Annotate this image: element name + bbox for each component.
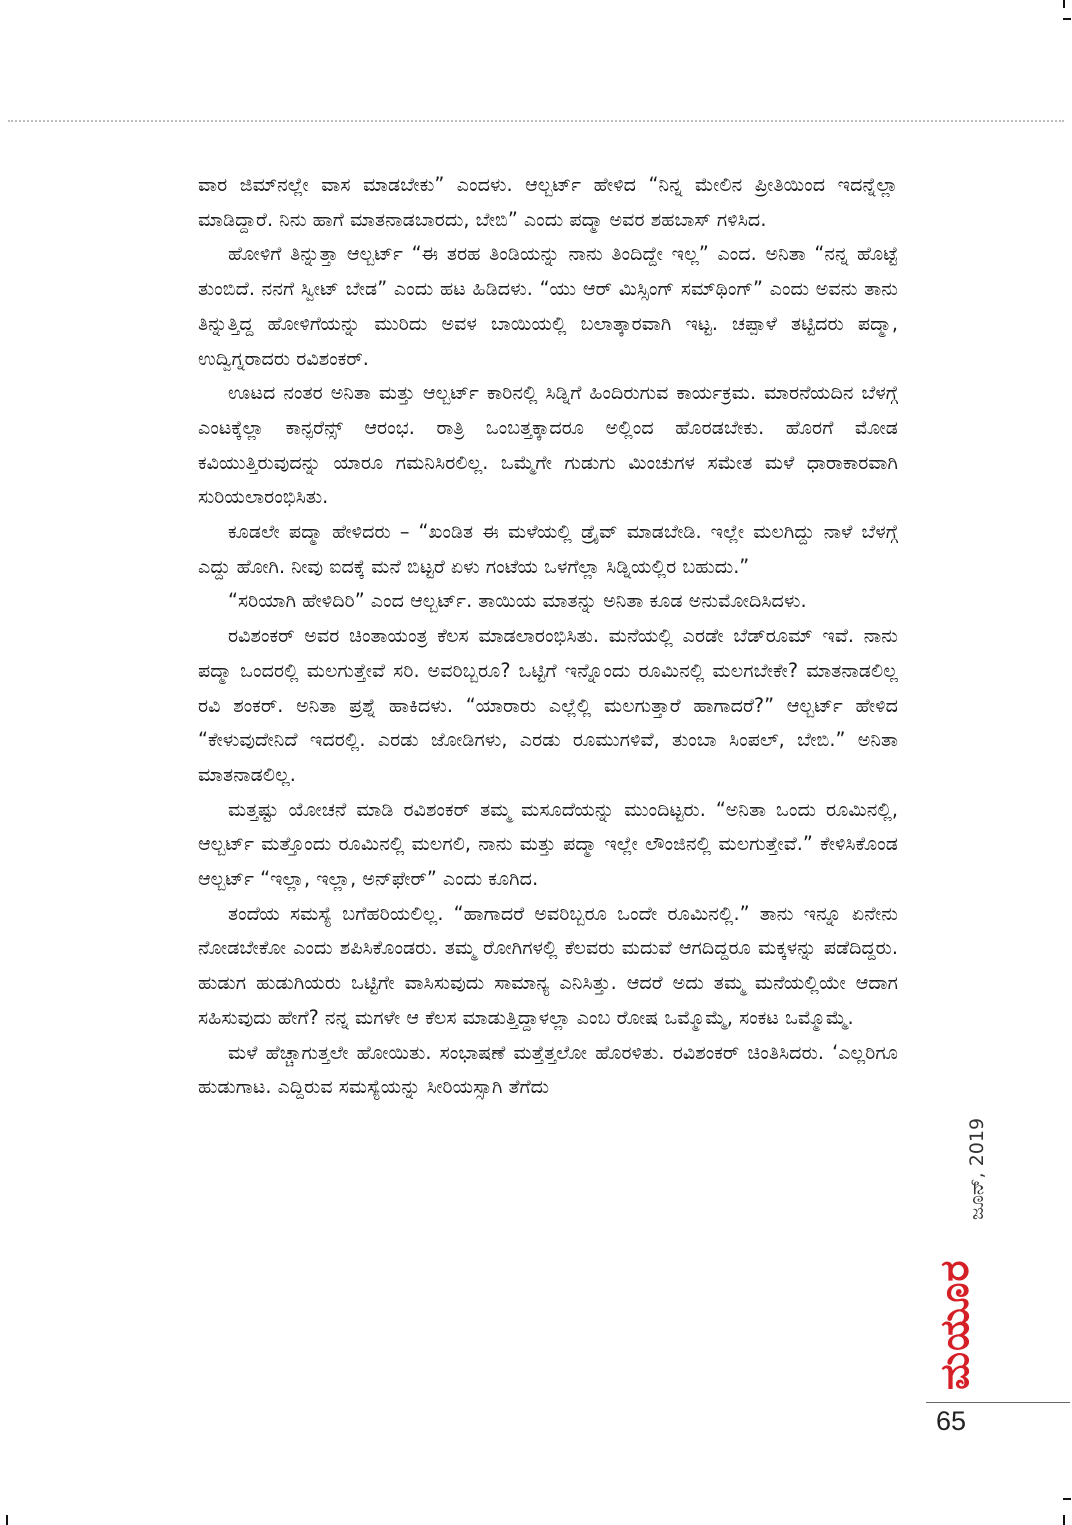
article-paragraph: ಹೋಳಿಗೆ ತಿನ್ನುತ್ತಾ ಆಲ್ಬರ್ಟ್ “ಈ ತರಹ ತಿಂಡಿಯನ್ನು ನಾನು ತಿಂದಿದ್ದೇ ಇಲ್ಲ” ಎಂದ. ಅನಿತಾ “ನನ್ನ ಹೊಟ್ಟೆ ತುಂಬಿದೆ. ನನಗೆ ಸ್ವೀಟ್ ಬೇಡ” ಎಂದು ಹಟ ಹಿಡಿದಳು. “ಯು ಆರ್ ಮಿಸ್ಸಿಂಗ್ ಸಮ್‌ಥಿಂಗ್” ಎಂದು ಅವನು ತಾನು ತಿನ್ನುತ್ತಿದ್ದ ಹೋಳಿಗೆಯನ್ನು ಮುರಿದು ಅವಳ ಬಾಯಿಯಲ್ಲಿ ಬಲಾತ್ಕಾರವಾಗಿ ಇಟ್ಟ. ಚಪ್ಪಾಳೆ ತಟ್ಟಿದರು ಪದ್ಮಾ, ಉದ್ವಿಗ್ನರಾದರು ರವಿಶಂಕರ್. <box>198 242 898 370</box>
page-number-rule <box>926 1402 1070 1403</box>
crop-mark-bottom-right <box>1063 1515 1065 1525</box>
magazine-side-label <box>906 1090 1026 1420</box>
crop-mark-bottom-left <box>6 1515 8 1525</box>
article-paragraph: ಮತ್ತಷ್ಟು ಯೋಚನೆ ಮಾಡಿ ರವಿಶಂಕರ್ ತಮ್ಮ ಮಸೂದೆಯನ್ನು ಮುಂದಿಟ್ಟರು. “ಅನಿತಾ ಒಂದು ರೂಮಿನಲ್ಲಿ, ಆಲ್ಬರ್ಟ್ ಮತ್ತೊಂದು ರೂಮಿನಲ್ಲಿ ಮಲಗಲಿ, ನಾನು ಮತ್ತು ಪದ್ಮಾ ಇಲ್ಲೇ ಲೌಂಜಿನಲ್ಲಿ ಮಲಗುತ್ತೇವೆ.” ಕೇಳಿಸಿಕೊಂಡ ಆಲ್ಬರ್ಟ್ “ಇಲ್ಲಾ, ಇಲ್ಲಾ, ಅನ್‌ಫೇರ್” ಎಂದು ಕೂಗಿದ. <box>198 797 898 891</box>
magazine-name-logo: ಮಯೂರ <box>932 1259 978 1390</box>
article-paragraph: ರವಿಶಂಕರ್ ಅವರ ಚಿಂತಾಯಂತ್ರ ಕೆಲಸ ಮಾಡಲಾರಂಭಿಸಿತು. ಮನೆಯಲ್ಲಿ ಎರಡೇ ಬೆಡ್‌ರೂಮ್ ಇವೆ. ನಾನು ಪದ್ಮಾ ಒಂದರಲ್ಲಿ ಮಲಗುತ್ತೇವೆ ಸರಿ. ಅವರಿಬ್ಬರೂ? ಒಟ್ಟಿಗೆ ಇನ್ನೊಂದು ರೂಮಿನಲ್ಲಿ ಮಲಗಬೇಕೇ? ಮಾತನಾಡಲಿಲ್ಲ ರವಿ ಶಂಕರ್. ಅನಿತಾ ಪ್ರಶ್ನೆ ಹಾಕಿದಳು. “ಯಾರಾರು ಎಲ್ಲೆಲ್ಲಿ ಮಲಗುತ್ತಾರೆ ಹಾಗಾದರೆ?” ಆಲ್ಬರ್ಟ್ ಹೇಳಿದ “ಕೇಳುವುದೇನಿದೆ ಇದರಲ್ಲಿ. ಎರಡು ಜೋಡಿಗಳು, ಎರಡು ರೂಮುಗಳಿವೆ, ತುಂಬಾ ಸಿಂಪಲ್, ಬೇಬಿ.” ಅನಿತಾ ಮಾತನಾಡಲಿಲ್ಲ. <box>198 624 898 786</box>
article-paragraph: ತಂದೆಯ ಸಮಸ್ಯೆ ಬಗೆಹರಿಯಲಿಲ್ಲ. “ಹಾಗಾದರೆ ಅವರಿಬ್ಬರೂ ಒಂದೇ ರೂಮಿನಲ್ಲಿ.” ತಾನು ಇನ್ನೂ ಏನೇನು ನೋಡಬೇಕೋ ಎಂದು ಶಪಿಸಿಕೊಂಡರು. ತಮ್ಮ ರೋಗಿಗಳಲ್ಲಿ ಕೆಲವರು ಮದುವೆ ಆಗದಿದ್ದರೂ ಮಕ್ಕಳನ್ನು ಪಡೆದಿದ್ದರು. ಹುಡುಗ ಹುಡುಗಿಯರು ಒಟ್ಟಿಗೇ ವಾಸಿಸುವುದು ಸಾಮಾನ್ಯ ಎನಿಸಿತ್ತು. ಆದರೆ ಅದು ತಮ್ಮ ಮನೆಯಲ್ಲಿಯೇ ಆದಾಗ ಸಹಿಸುವುದು ಹೇಗೆ? ನನ್ನ ಮಗಳೇ ಆ ಕೆಲಸ ಮಾಡುತ್ತಿದ್ದಾಳಲ್ಲಾ ಎಂಬ ರೋಷ ಒಮ್ಮೊಮ್ಮೆ, ಸಂಕಟ ಒಮ್ಮೊಮ್ಮೆ. <box>198 901 898 1029</box>
issue-date: ಜೂನ್, 2019 <box>966 1117 988 1220</box>
page-number: 65 <box>936 1406 967 1436</box>
header-dotted-rule <box>8 120 1064 122</box>
crop-mark-top-right <box>1063 0 1065 8</box>
article-paragraph: “ಸರಿಯಾಗಿ ಹೇಳಿದಿರಿ” ಎಂದ ಆಲ್ಬರ್ಟ್. ತಾಯಿಯ ಮಾತನ್ನು ಅನಿತಾ ಕೂಡ ಅನುಮೋದಿಸಿದಳು. <box>228 589 807 613</box>
article-paragraph: ಊಟದ ನಂತರ ಅನಿತಾ ಮತ್ತು ಆಲ್ಬರ್ಟ್ ಕಾರಿನಲ್ಲಿ ಸಿಡ್ನಿಗೆ ಹಿಂದಿರುಗುವ ಕಾರ್ಯಕ್ರಮ. ಮಾರನೆಯದಿನ ಬೆಳಗ್ಗೆ ಎಂಟಕ್ಕೆಲ್ಲಾ ಕಾನ್ಫರೆನ್ಸ್ ಆರಂಭ. ರಾತ್ರಿ ಒಂಬತ್ತಕ್ಕಾದರೂ ಅಲ್ಲಿಂದ ಹೊರಡಬೇಕು. ಹೊರಗೆ ಮೋಡ ಕವಿಯುತ್ತಿರುವುದನ್ನು ಯಾರೂ ಗಮನಿಸಿರಲಿಲ್ಲ. ಒಮ್ಮೆಗೇ ಗುಡುಗು ಮಿಂಚುಗಳ ಸಮೇತ ಮಳೆ ಧಾರಾಕಾರವಾಗಿ ಸುರಿಯಲಾರಂಭಿಸಿತು. <box>198 381 898 509</box>
article-paragraph: ಮಳೆ ಹೆಚ್ಚಾಗುತ್ತಲೇ ಹೋಯಿತು. ಸಂಭಾಷಣೆ ಮತ್ತೆತ್ತಲೋ ಹೊರಳಿತು. ರವಿಶಂಕರ್ ಚಿಂತಿಸಿದರು. ‘ಎಲ್ಲರಿಗೂ ಹುಡುಗಾಟ. ಎದ್ದಿರುವ ಸಮಸ್ಯೆಯನ್ನು ಸೀರಿಯಸ್ಸಾಗಿ ತೆಗೆದು <box>198 1040 898 1099</box>
crop-mark-top-right-tick <box>1063 18 1071 20</box>
crop-mark-bottom-right-tick <box>1063 1498 1071 1500</box>
article-paragraph: ಕೂಡಲೇ ಪದ್ಮಾ ಹೇಳಿದರು – “ಖಂಡಿತ ಈ ಮಳೆಯಲ್ಲಿ ಡ್ರೈವ್ ಮಾಡಬೇಡಿ. ಇಲ್ಲೇ ಮಲಗಿದ್ದು ನಾಳೆ ಬೆಳಗ್ಗೆ ಎದ್ದು ಹೋಗಿ. ನೀವು ಐದಕ್ಕೆ ಮನೆ ಬಿಟ್ಟರೆ ಏಳು ಗಂಟೆಯ ಒಳಗೆಲ್ಲಾ ಸಿಡ್ನಿಯಲ್ಲಿರ ಬಹುದು.” <box>198 520 898 578</box>
article-paragraph: ವಾರ ಜಿಮ್‌ನಲ್ಲೇ ವಾಸ ಮಾಡಬೇಕು” ಎಂದಳು. ಆಲ್ಬರ್ಟ್ ಹೇಳಿದ “ನಿನ್ನ ಮೇಲಿನ ಪ್ರೀತಿಯಿಂದ ಇದನ್ನೆಲ್ಲಾ ಮಾಡಿದ್ದಾರೆ. ನಿನು ಹಾಗೆ ಮಾತನಾಡಬಾರದು, ಬೇಬಿ” ಎಂದು ಪದ್ಮಾ ಅವರ ಶಹಬಾಸ್ ಗಳಿಸಿದ. <box>198 173 898 231</box>
article-body <box>198 168 898 1105</box>
